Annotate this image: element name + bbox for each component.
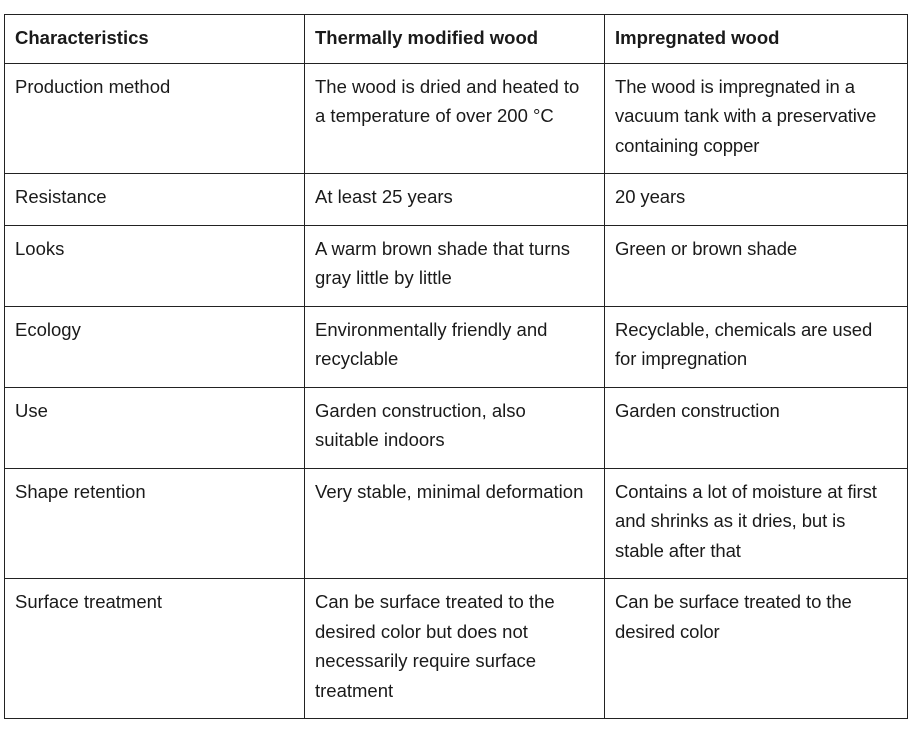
impregnated-shape-retention: Contains a lot of moisture at first and shrinks as it dries, but is stable after that bbox=[605, 468, 908, 579]
impregnated-ecology: Recyclable, chemicals are used for impregnation bbox=[605, 306, 908, 387]
table-row bbox=[5, 468, 908, 579]
table-row bbox=[5, 63, 908, 174]
table-row bbox=[5, 306, 908, 387]
table-row bbox=[5, 387, 908, 468]
impregnated-production-method: The wood is impregnated in a vacuum tank with a preservative containing copper bbox=[605, 63, 908, 174]
thermal-shape-retention: Very stable, minimal deformation bbox=[305, 468, 605, 579]
thermal-surface-treatment: Can be surface treated to the desired color but does not necessarily require surface treatment bbox=[305, 579, 605, 719]
impregnated-surface-treatment: Can be surface treated to the desired color bbox=[605, 579, 908, 719]
table-row bbox=[5, 225, 908, 306]
row-label-surface-treatment: Surface treatment bbox=[5, 579, 305, 719]
thermal-ecology: Environmentally friendly and recyclable bbox=[305, 306, 605, 387]
header-characteristics: Characteristics bbox=[5, 15, 305, 64]
thermal-looks: A warm brown shade that turns gray little by little bbox=[305, 225, 605, 306]
header-impregnated-wood: Impregnated wood bbox=[605, 15, 908, 64]
thermal-resistance: At least 25 years bbox=[305, 174, 605, 226]
impregnated-use: Garden construction bbox=[605, 387, 908, 468]
impregnated-looks: Green or brown shade bbox=[605, 225, 908, 306]
header-thermally-modified-wood: Thermally modified wood bbox=[305, 15, 605, 64]
wood-comparison-table bbox=[4, 14, 908, 719]
thermal-use: Garden construction, also suitable indoors bbox=[305, 387, 605, 468]
row-label-resistance: Resistance bbox=[5, 174, 305, 226]
table-header bbox=[5, 15, 908, 64]
row-label-shape-retention: Shape retention bbox=[5, 468, 305, 579]
table-row bbox=[5, 174, 908, 226]
row-label-ecology: Ecology bbox=[5, 306, 305, 387]
table-row bbox=[5, 579, 908, 719]
table-body bbox=[5, 63, 908, 719]
impregnated-resistance: 20 years bbox=[605, 174, 908, 226]
row-label-use: Use bbox=[5, 387, 305, 468]
row-label-production-method: Production method bbox=[5, 63, 305, 174]
row-label-looks: Looks bbox=[5, 225, 305, 306]
header-row bbox=[5, 15, 908, 64]
thermal-production-method: The wood is dried and heated to a temperature of over 200 °C bbox=[305, 63, 605, 174]
